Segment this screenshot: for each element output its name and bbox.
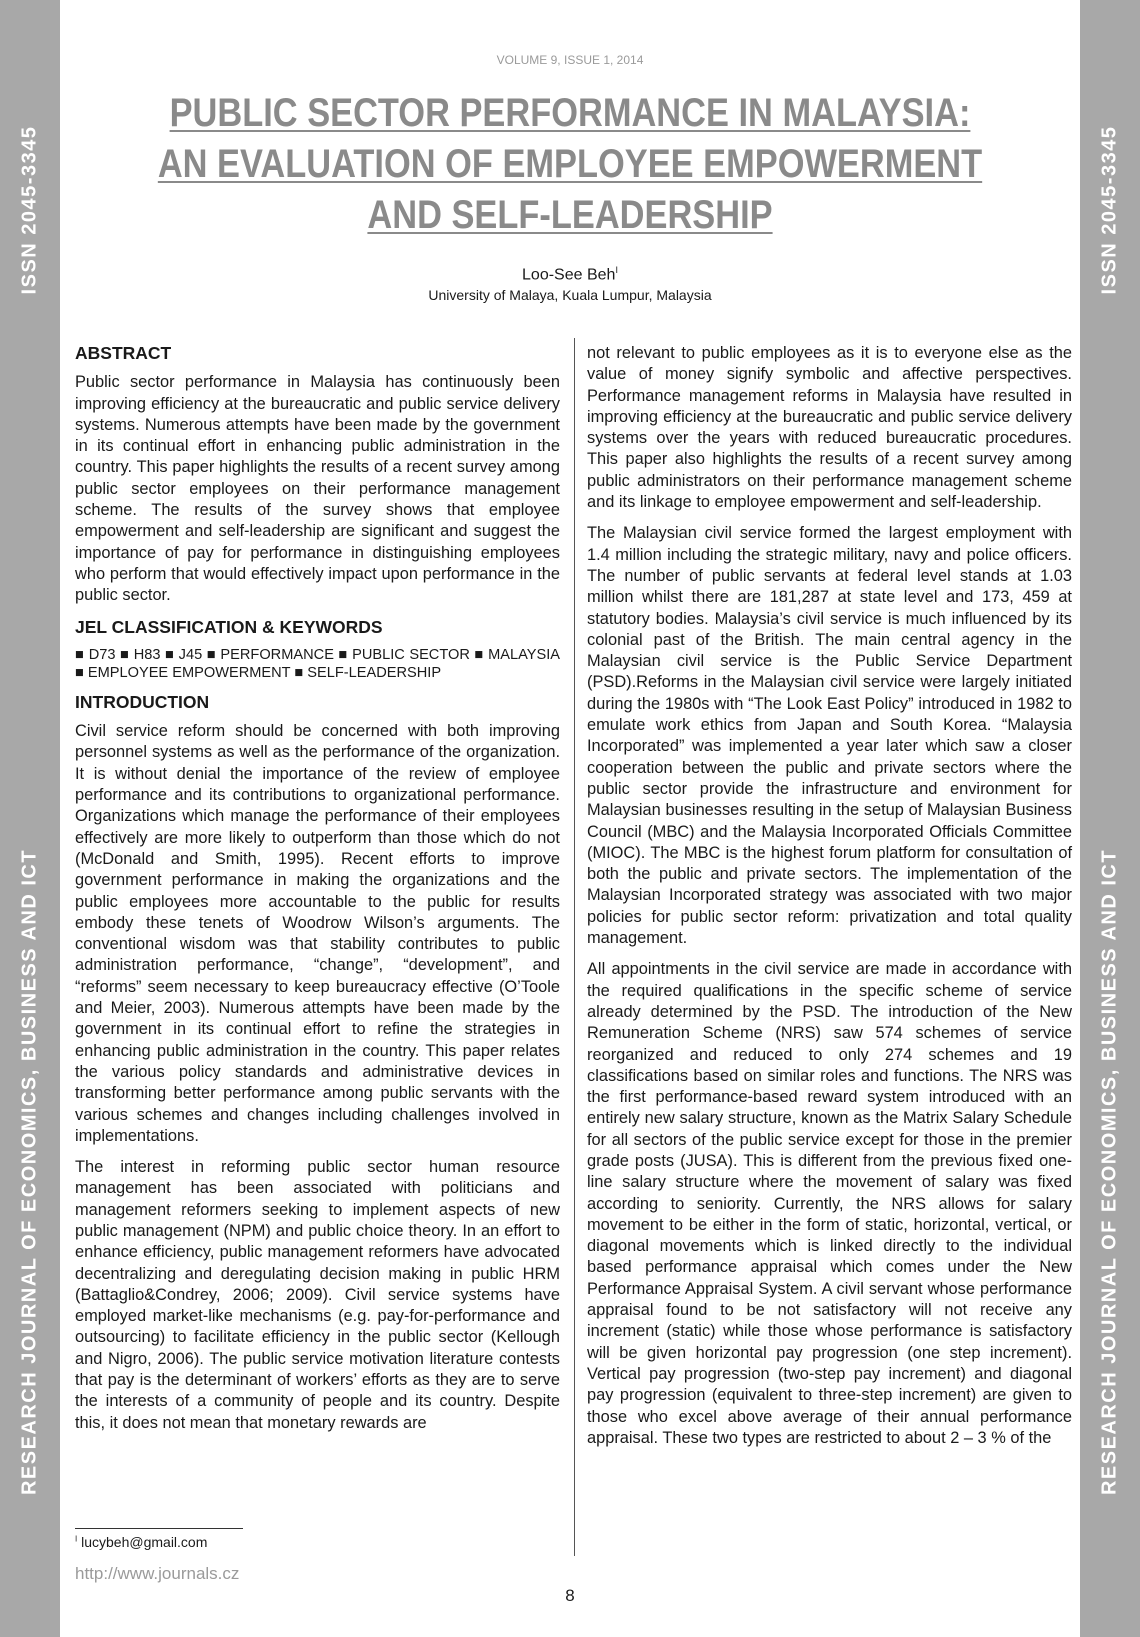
right-paragraph-3: All appointments in the civil service are made in accordance with the required qualifications in the specific scheme of service already determined by the PSD. The introduction of the New Remuneration Scheme (NRS) saw 574 schemes of service reorganized and reduced to only 274 schemes and 19 classifications based on similar roles and functions. The NRS was the first performance-based reward system introduced with an entirely new salary structure, known as the Matrix Salary Schedule for all sectors of the public service except for those in the premier grade posts (JUSA). This is different from the previous fixed one-line salary structure where the movement of salary was fixed according to seniority. Currently, the NRS allows for salary movement to be either in the form of static, horizontal, vertical, or diagonal movements which is linked directly to the individual based performance appraisal which comes under the New Performance Appraisal System. A civil servant whose performance appraisal found to be not satisfactory will not receive any increment (static) while those whose performance is satisfactory will be given horizontal pay progression (one step increment). Vertical pay progression (two-step pay increment) and diagonal pay progression (equivalent to three-step increment) are given to those who excel above average of their annual performance appraisal. These two types are restricted to about 2 – 3 % of the [587, 960, 1072, 1447]
left-issn-label: ISSN 2045-3345 [18, 125, 41, 295]
title-line-1: PUBLIC SECTOR PERFORMANCE IN MALAYSIA: [169, 91, 971, 135]
author-name [60, 265, 1080, 284]
footnote [75, 1534, 207, 1550]
intro-paragraph-2: The interest in reforming public sector human resource management has been associated with politicians and management reformers seeking to implement aspects of new public management (NPM) and public choice theory. In an effort to enhance efficiency, public management reformers have advocated decentralizing and deregulating decision making in public HRM (Battaglio&Condrey, 2006; 2009). Civil service systems have employed market-like mechanisms (e.g. pay-for-performance and outsourcing) to facilitate efficiency in the public sector (Kellough and Nigro, 2006). The public service motivation literature contests that pay is the determinant of workers’ efforts as they are to serve the interests of a community of people and its country. Despite this, it does not mean that monetary rewards are [75, 1158, 560, 1432]
introduction-heading: INTRODUCTION [75, 691, 210, 712]
author-footnote-mark: I [615, 265, 618, 275]
journal-url-link[interactable]: http://www.journals.cz [75, 1564, 240, 1583]
jel-heading: JEL CLASSIFICATION & KEYWORDS [75, 616, 383, 637]
right-column [587, 343, 1072, 1459]
footnote-mark: I [75, 1534, 78, 1544]
title-line-3: AND SELF-LEADERSHIP [367, 193, 773, 237]
intro-paragraph-1: Civil service reform should be concerned with both improving personnel systems as well as the performance of the organization. It is without denial the importance of the review of employee performance and its contributions to organizational performance. Organizations which manage the performance of their employees effectively are more likely to outperform than those which do not (McDonald and Smith, 1995). Recent efforts to improve government performance in making the organizations and the public employees more accountable to the public for results embody these tenets of Woodrow Wilson’s arguments. The conventional wisdom was that stability contributes to public administration performance, “change”, “development”, and “reforms” seem necessary to keep bureaucracy effective (O’Toole and Meier, 2003). Numerous attempts have been made by the government in its continual effort to refine the strategies in enhancing public administration in the country. This paper relates the various policy standards and administrative devices in transforming better performance among public servants with the various schemes and changes including challenges involved in implementations. [75, 722, 560, 1145]
column-divider [574, 338, 575, 1556]
footnote-email: lucybeh@gmail.com [81, 1534, 208, 1550]
title-line-2: AN EVALUATION OF EMPLOYEE EMPOWERMENT [157, 142, 983, 186]
left-sidebar-band [0, 0, 60, 1637]
right-paragraph-2: The Malaysian civil service formed the largest employment with 1.4 million including the strategic military, navy and police officers. The number of public servants at federal level stands at 1.03 million whilst there are 181,287 at state level and 173, 459 at statutory bodies. Malaysia’s civil service is much influenced by its colonial past of the British. The main central agency in the Malaysian civil service is the Public Service Department (PSD).Reforms in the Malaysian civil service were largely initiated during the 1980s with “The Look East Policy” introduced in 1982 to emulate work ethics from Japan and South Korea. “Malaysia Incorporated” was implemented a year later which saw a closer cooperation between the public and private sectors where the public sector provide the infrastructure and environment for Malaysian businesses resulting in the setup of Malaysian Business Council (MBC) and the Malaysia Incorporated Officials Committee (MIOC). The MBC is the highest forum platform for consultation of both the public and private sectors. The implementation of the Malaysian Incorporated strategy was associated with two major policies for public sector reform: privatization and total quality management. [587, 524, 1072, 948]
author-text: Loo-See Beh [522, 266, 616, 284]
abstract-heading: ABSTRACT [75, 343, 172, 363]
keywords-list: ■ D73 ■ H83 ■ J45 ■ PERFORMANCE ■ PUBLIC SECTOR ■ MALAYSIA ■ EMPLOYEE EMPOWERMENT ■ SELF-LEADERSHIP [75, 646, 560, 681]
page-number: 8 [565, 1586, 575, 1605]
author-affiliation: University of Malaya, Kuala Lumpur, Malaysia [428, 287, 712, 303]
right-issn-label: ISSN 2045-3345 [1098, 125, 1121, 295]
right-paragraph-1: not relevant to public employees as it is to everyone else as the value of money signify symbolic and affective perspectives. Performance management reforms in Malaysia have resulted in improving efficiency at the bureaucratic and public service delivery systems over the years with reduced bureaucratic procedures. This paper also highlights the results of a recent survey among public administrators on their performance management scheme and its linkage to employee empowerment and self-leadership. [587, 344, 1072, 512]
right-sidebar-band [1080, 0, 1140, 1637]
right-journal-name: RESEARCH JOURNAL OF ECONOMICS, BUSINESS AND ICT [1098, 848, 1121, 1496]
abstract-text: Public sector performance in Malaysia has continuously been improving efficiency at the bureaucratic and public service delivery systems. Numerous attempts have been made by the government in its continual effort in enhancing public administration in the country. This paper highlights the results of a recent survey among public sector employees on their performance management scheme. The results of the survey shows that employee empowerment and self-leadership are significant and suggest the importance of pay for performance in distinguishing employees who perform that would effectively impact upon performance in the public sector. [75, 373, 560, 605]
left-journal-name: RESEARCH JOURNAL OF ECONOMICS, BUSINESS AND ICT [18, 848, 41, 1496]
paper-title [131, 88, 1008, 241]
footnote-rule [75, 1528, 243, 1529]
volume-issue: VOLUME 9, ISSUE 1, 2014 [496, 53, 644, 67]
left-column [75, 343, 560, 1444]
